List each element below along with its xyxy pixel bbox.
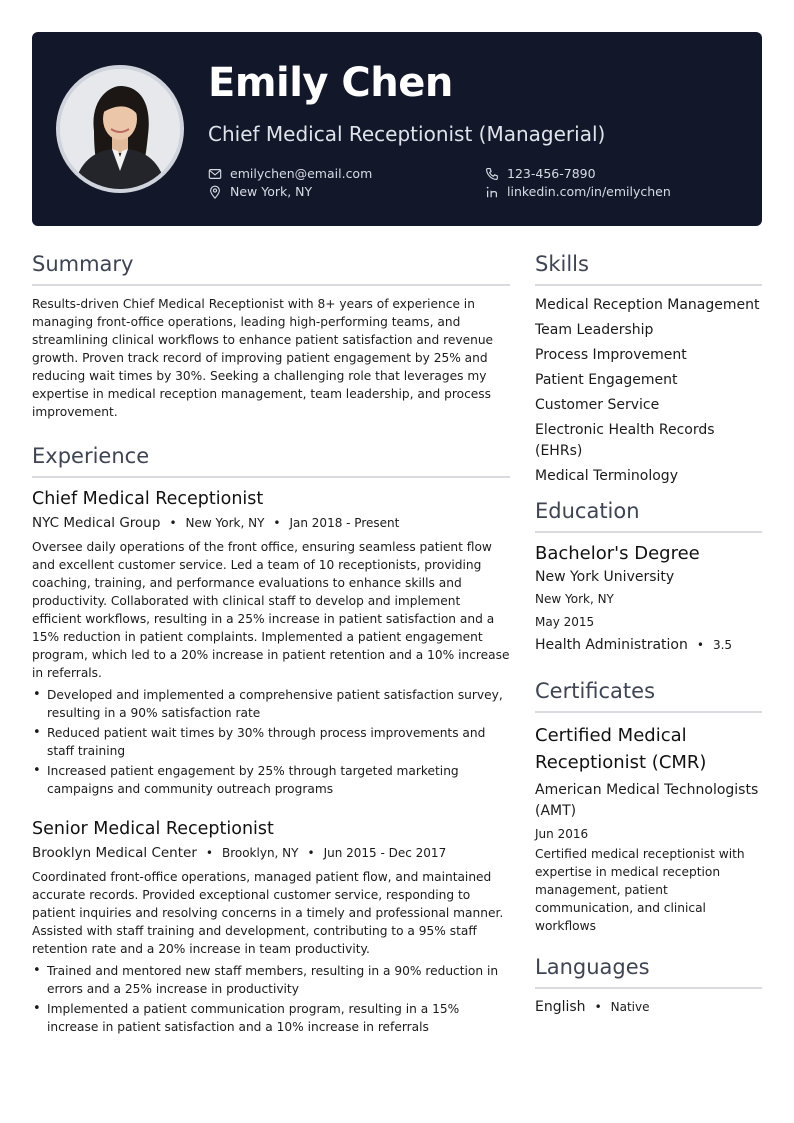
job-title: Chief Medical Receptionist [32,489,264,509]
skill-item: Electronic Health Records (EHRs) [535,422,715,459]
job-meta [32,845,510,861]
job-company: Brooklyn Medical Center [32,845,197,861]
experience-entry [32,819,510,1036]
achievement-item: • Implemented a patient communication program, resulting in a 15% increase in patient satisfaction and a 10% increase in referrals [32,1000,510,1036]
phone-text: 123-456-7890 [507,166,596,181]
languages-heading: Languages [535,955,762,989]
job-dates: Jan 2018 - Present [289,516,400,530]
main-column [32,252,510,1038]
linkedin-text: linkedin.com/in/emilychen [507,184,671,199]
language-name: English [535,999,586,1015]
achievement-item: • Increased patient engagement by 25% through targeted marketing campaigns and community outreach programs [32,762,510,798]
job-description: Oversee daily operations of the front office, ensuring seamless patient flow and excellent customer service. Led a team of 10 receptionists, providing coaching, training, and performance evaluations to enhance skills and productivity. Collaborated with clinical staff to develop and implement efficient workflows, resulting in a 25% increase in patient satisfaction and a 15% reduction in patient complaints. Implemented a patient engagement program, which led to a 20% increase in patient retention and a 10% increase in referrals. [32,540,510,680]
job-location: Brooklyn, NY [221,846,299,860]
separator-dot: • [696,638,704,652]
job-achievements [32,686,510,798]
phone-icon [485,167,499,181]
separator-dot: • [273,516,281,530]
job-title: Senior Medical Receptionist [32,819,274,839]
certificate-date: Jun 2016 [535,827,589,841]
candidate-headline: Chief Medical Receptionist (Managerial) [208,122,606,146]
side-column [535,252,762,1015]
education-degree: Bachelor's Degree [535,543,700,564]
summary-text: Results-driven Chief Medical Receptionist with 8+ years of experience in managing front-office operations, leading high-performing teams, and streamlining clinical workflows to enhance patient satisfaction and revenue growth. Proven track record of improving patient engagement by 25% and reducing wait times by 30%. Seeking a challenging role that leverages my expertise in medical reception management, team leadership, and process improvement. [32,297,494,419]
separator-dot: • [307,846,315,860]
profile-photo [56,65,184,193]
candidate-name: Emily Chen [208,60,453,106]
education-field: Health Administration [535,637,688,653]
resume-header [32,32,762,226]
education-date: May 2015 [535,615,595,629]
education-heading: Education [535,499,762,533]
achievement-item: • Developed and implemented a comprehensive patient satisfaction survey, resulting in a 90% satisfaction rate [32,686,510,722]
achievement-item: • Trained and mentored new staff members, resulting in a 90% reduction in errors and a 25% increase in productivity [32,962,510,998]
skill-item: Customer Service [535,397,660,413]
achievement-item: • Reduced patient wait times by 30% through process improvements and staff training [32,724,510,760]
job-description: Coordinated front-office operations, managed patient flow, and maintained accurate records. Provided exceptional customer service, responding to patient inquiries and resolving concerns in a timely and professional manner. Assisted with staff training and development, contributing to a 95% staff retention rate and a 20% increase in team productivity. [32,870,504,956]
skills-list [535,295,762,487]
skill-item: Medical Terminology [535,468,678,484]
experience-entry [32,489,510,798]
envelope-icon [208,167,222,181]
language-row [535,999,762,1015]
job-dates: Jun 2015 - Dec 2017 [323,846,447,860]
linkedin-icon [485,185,499,199]
profile-photo-image [60,69,180,189]
skill-item: Medical Reception Management [535,297,760,313]
certificate-name: Certified Medical Receptionist (CMR) [535,725,707,773]
summary-heading: Summary [32,252,510,286]
map-pin-icon [208,185,222,199]
job-achievements [32,962,510,1036]
education-field-row [535,637,762,653]
contact-phone[interactable] [485,166,596,181]
contact-linkedin[interactable] [485,184,671,199]
skill-item: Team Leadership [535,322,654,338]
skill-item: Process Improvement [535,347,687,363]
location-text: New York, NY [230,184,313,199]
contact-email[interactable] [208,166,372,181]
education-school: New York University [535,569,675,585]
separator-dot: • [594,1000,602,1014]
certificates-heading: Certificates [535,679,762,713]
education-location: New York, NY [535,592,614,606]
certificate-description: Certified medical receptionist with expertise in medical reception management, patient communication, and clinical workflows [535,847,745,933]
language-level: Native [610,1000,650,1014]
separator-dot: • [205,846,213,860]
email-text: emilychen@email.com [230,166,373,181]
job-location: New York, NY [185,516,265,530]
experience-heading: Experience [32,444,510,478]
skill-item: Patient Engagement [535,372,678,388]
job-company: NYC Medical Group [32,515,161,531]
job-meta [32,515,510,531]
certificate-organization: American Medical Technologists (AMT) [535,782,759,819]
education-gpa: 3.5 [712,638,733,652]
skills-heading: Skills [535,252,762,286]
contact-location [208,184,312,199]
separator-dot: • [169,516,177,530]
